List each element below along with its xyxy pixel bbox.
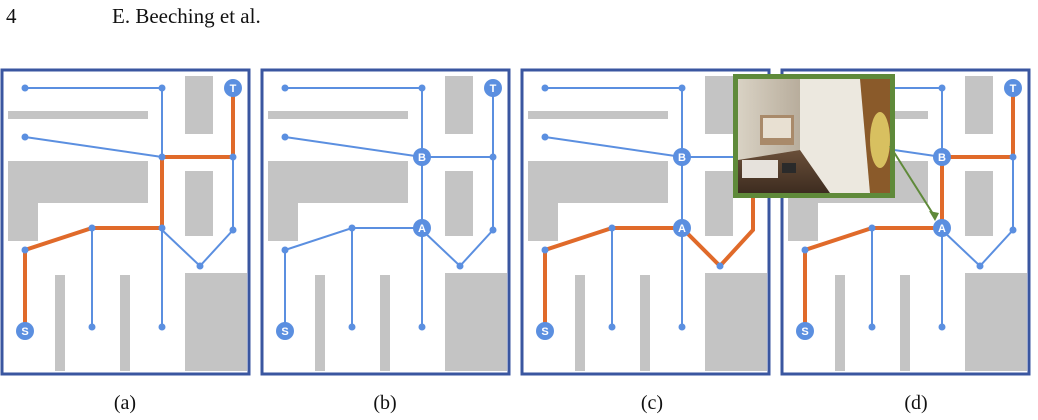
start-label: S: [801, 326, 809, 338]
waypoint-b-label: B: [678, 152, 686, 164]
target-label: T: [229, 83, 237, 95]
running-head: E. Beeching et al.: [112, 4, 261, 28]
caption-c: (c): [640, 392, 664, 414]
panel-a: [2, 70, 249, 374]
target-node: [484, 79, 502, 97]
waypoint-a-label: A: [938, 223, 946, 235]
waypoint-b-label: B: [418, 152, 426, 164]
waypoint-b-node: [673, 148, 691, 166]
start-label: S: [541, 326, 549, 338]
page-number: 4: [6, 4, 17, 28]
waypoint-b-node: [413, 148, 431, 166]
caption-a: (a): [113, 392, 137, 414]
caption-d: (d): [904, 392, 928, 414]
panel-c: [522, 70, 769, 374]
target-label: T: [1009, 83, 1017, 95]
start-node: [536, 322, 554, 340]
inset-observation-image: [733, 74, 895, 198]
start-label: S: [281, 326, 289, 338]
start-label: S: [21, 326, 29, 338]
start-node: [16, 322, 34, 340]
panel-b: [262, 70, 509, 374]
waypoint-b-node: [933, 148, 951, 166]
waypoint-a-label: A: [418, 223, 426, 235]
waypoint-b-label: B: [938, 152, 946, 164]
target-label: T: [489, 83, 497, 95]
waypoint-a-node: [673, 219, 691, 237]
waypoint-a-node: [933, 219, 951, 237]
waypoint-a-label: A: [678, 223, 686, 235]
target-node: [224, 79, 242, 97]
start-node: [276, 322, 294, 340]
start-node: [796, 322, 814, 340]
waypoint-a-node: [413, 219, 431, 237]
target-node: [1004, 79, 1022, 97]
caption-b: (b): [373, 392, 397, 414]
